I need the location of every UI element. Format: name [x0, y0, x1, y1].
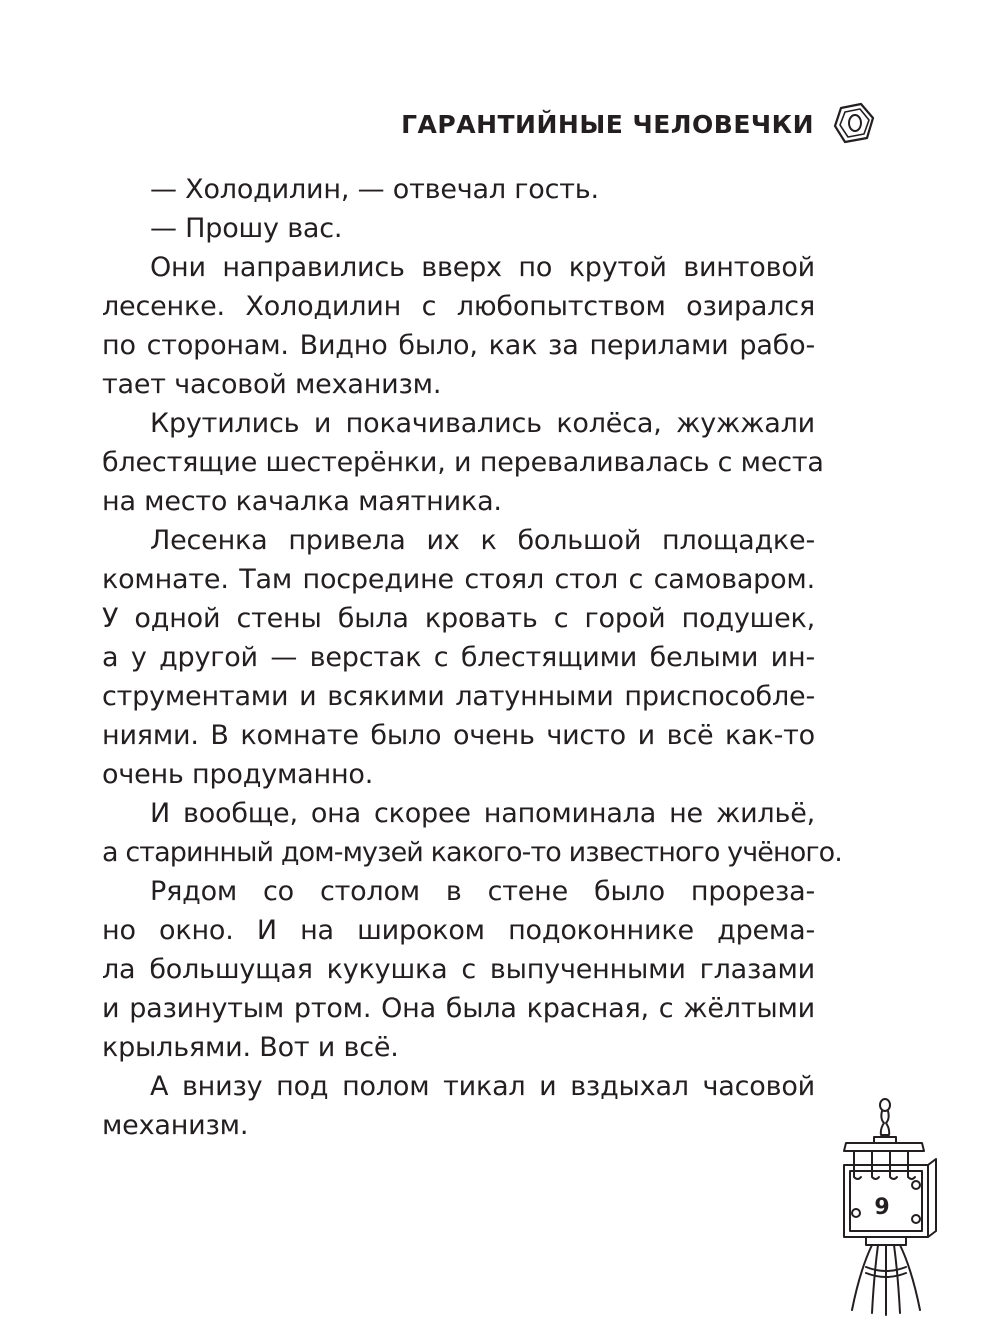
text-line: лесенке. Холодилин с любопытством озирался [102, 291, 815, 322]
text-line: Крутились и покачивались колёса, жужжали [150, 408, 815, 439]
text-line: но окно. И на широком подоконнике дрема- [102, 915, 815, 946]
text-line: — Холодилин, — отвечал гость. [150, 174, 599, 205]
text-line: У одной стены была кровать с горой подушек, [102, 603, 815, 634]
text-line: а у другой — верстак с блестящими белыми ин- [102, 642, 815, 673]
text-line: — Прошу вас. [150, 213, 343, 244]
text-line: Лесенка привела их к большой площадке- [150, 525, 815, 556]
text-line: по сторонам. Видно было, как за перилами рабо- [102, 330, 815, 361]
text-line: Они направились вверх по крутой винтовой [150, 252, 815, 283]
text-line: ниями. В комнате было очень чисто и всё как-то [102, 720, 815, 751]
text-line: ла большущая кукушка с выпученными глазами [102, 954, 815, 985]
text-line: а старинный дом-музей какого-то известного учёного. [102, 837, 842, 868]
text-line: крыльями. Вот и всё. [102, 1032, 399, 1063]
text-line: и разинутым ртом. Она была красная, с жёлтыми [102, 993, 815, 1024]
text-line: комнате. Там посредине стоял стол с самоваром. [102, 564, 815, 595]
page-number: 9 [874, 1195, 890, 1220]
text-line: струментами и всякими латунными приспособле- [102, 681, 815, 712]
text-line: Рядом со столом в стене было прореза- [150, 876, 815, 907]
text-line: блестящие шестерёнки, и переваливалась с места [102, 447, 824, 478]
text-line: очень продуманно. [102, 759, 374, 790]
gear-nut-icon [831, 100, 877, 146]
body-text [102, 170, 842, 1145]
text-line: механизм. [102, 1110, 249, 1141]
text-line: на место качалка маятника. [102, 486, 502, 517]
text-line: А внизу под полом тикал и вздыхал часовой [150, 1071, 815, 1102]
text-line: тает часовой механизм. [102, 369, 442, 400]
text-line: И вообще, она скорее напоминала не жильё, [150, 798, 815, 829]
running-title: ГАРАНТИЙНЫЕ ЧЕЛОВЕЧКИ [401, 110, 814, 139]
